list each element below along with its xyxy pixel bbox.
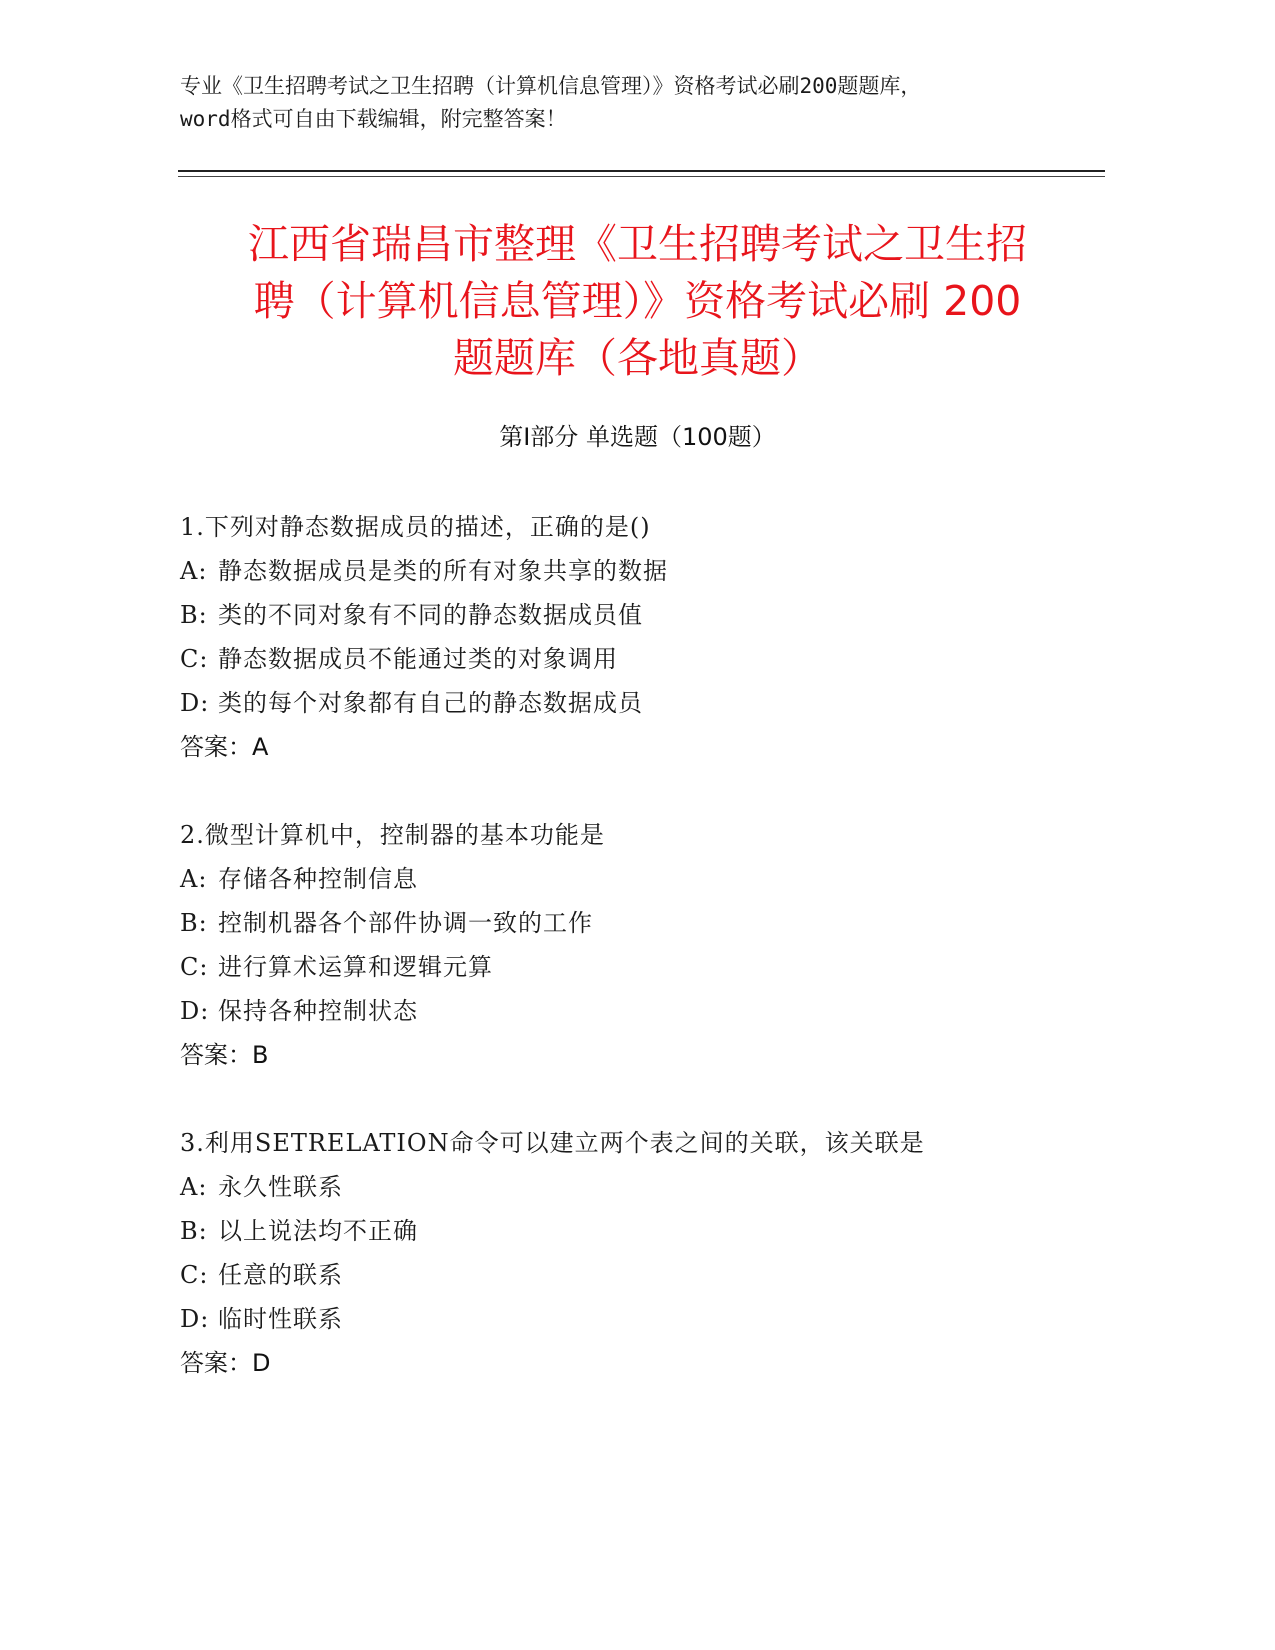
option-letter: A: <box>180 557 208 585</box>
header-note-line-1: 专业《卫生招聘考试之卫生招聘（计算机信息管理）》资格考试必刷200题题库， <box>180 74 922 98</box>
section-title: 第Ⅰ部分 单选题（100题） <box>499 423 776 451</box>
option-b <box>180 1209 1120 1253</box>
option-text: 类的不同对象有不同的静态数据成员值 <box>218 601 643 629</box>
option-text: 控制机器各个部件协调一致的工作 <box>218 909 593 937</box>
header-rule-thin <box>178 176 1105 177</box>
option-b <box>180 593 1120 637</box>
option-letter: C: <box>180 645 209 673</box>
option-d <box>180 1297 1120 1341</box>
option-text: 静态数据成员不能通过类的对象调用 <box>218 645 618 673</box>
option-letter: A: <box>180 865 208 893</box>
option-text: 静态数据成员是类的所有对象共享的数据 <box>218 557 668 585</box>
option-text: 任意的联系 <box>218 1261 343 1289</box>
option-text: 类的每个对象都有自己的静态数据成员 <box>218 689 643 717</box>
document-title <box>150 216 1125 387</box>
option-d <box>180 681 1120 725</box>
option-letter: B: <box>180 909 208 937</box>
answer: 答案：B <box>180 1041 269 1069</box>
option-text: 保持各种控制状态 <box>218 997 418 1025</box>
option-b <box>180 901 1120 945</box>
header-rule <box>178 170 1105 172</box>
option-a <box>180 549 1120 593</box>
option-text: 临时性联系 <box>218 1305 343 1333</box>
answer: 答案：D <box>180 1349 271 1377</box>
question-3 <box>180 1121 1120 1385</box>
question-stem: 3.利用SETRELATION命令可以建立两个表之间的关联，该关联是 <box>180 1129 925 1157</box>
option-a <box>180 857 1120 901</box>
header-note <box>180 70 1110 136</box>
option-letter: B: <box>180 1217 208 1245</box>
option-letter: B: <box>180 601 208 629</box>
option-text: 存储各种控制信息 <box>218 865 418 893</box>
question-2 <box>180 813 1120 1077</box>
option-letter: C: <box>180 953 209 981</box>
option-letter: A: <box>180 1173 208 1201</box>
option-letter: D: <box>180 997 210 1025</box>
answer: 答案：A <box>180 733 269 761</box>
option-d <box>180 989 1120 1033</box>
option-text: 进行算术运算和逻辑元算 <box>218 953 493 981</box>
option-letter: C: <box>180 1261 209 1289</box>
option-c <box>180 945 1120 989</box>
header-note-line-2: word格式可自由下载编辑，附完整答案！ <box>180 107 567 131</box>
document-title-line-1: 江西省瑞昌市整理《卫生招聘考试之卫生招 <box>248 220 1027 268</box>
question-stem: 2.微型计算机中，控制器的基本功能是 <box>180 821 605 849</box>
option-letter: D: <box>180 689 210 717</box>
option-letter: D: <box>180 1305 210 1333</box>
question-list <box>180 505 1120 1429</box>
question-1 <box>180 505 1120 769</box>
question-stem: 1.下列对静态数据成员的描述，正确的是() <box>180 513 651 541</box>
option-text: 永久性联系 <box>218 1173 343 1201</box>
document-title-line-2: 聘（计算机信息管理）》资格考试必刷 200 <box>253 277 1022 325</box>
option-a <box>180 1165 1120 1209</box>
option-text: 以上说法均不正确 <box>218 1217 418 1245</box>
document-title-line-3: 题题库（各地真题） <box>453 334 822 382</box>
option-c <box>180 637 1120 681</box>
option-c <box>180 1253 1120 1297</box>
